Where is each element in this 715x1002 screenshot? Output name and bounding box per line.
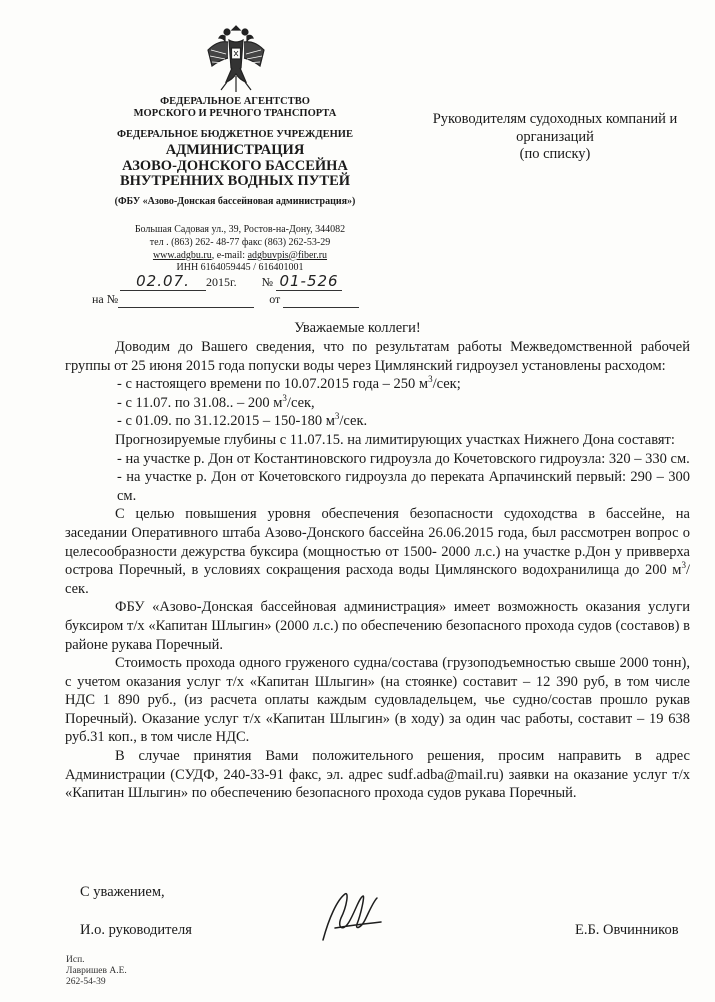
reference-line [92,292,392,308]
handwritten-date: 02.07. [120,272,206,291]
administration-name [100,143,370,190]
signatory-position: И.о. руководителя [80,922,192,938]
rate-1-unit: /сек; [432,376,461,393]
year-suffix: 2015г. [206,275,237,289]
rate-1-text: - с настоящего времени по 10.07.2015 года – 250 м [117,376,429,393]
institution-type: ФЕДЕРАЛЬНОЕ БЮДЖЕТНОЕ УЧРЕЖДЕНИЕ [117,129,353,140]
handwritten-number: 01-526 [276,272,342,291]
inn: ИНН 6164059445 / 616401001 [176,262,304,274]
rate-2-text: - с 11.07. по 31.08.. – 200 м [117,394,283,411]
rate-item-2 [65,394,690,413]
greeting: Уважаемые коллеги! [294,320,421,336]
ref-label: на № [92,292,119,306]
depth-item-2: - на участке р. Дон от Кочетовского гидроузла до переката Арпачинский первый: 290 – 300 см. [117,469,690,504]
superscript: 3 [334,411,340,422]
rate-3-text: - с 01.09. по 31.12.2015 – 150-180 м [117,413,335,430]
executor-phone: 262-54-39 [66,976,106,987]
agency-line-2: МОРСКОГО И РЕЧНОГО ТРАНСПОРТА [133,108,337,120]
regards: С уважением, [80,884,165,900]
executor-block [66,955,127,988]
ref-number-blank [118,292,254,308]
rate-3-unit: /сек. [339,413,368,430]
agency-header [100,96,370,120]
executor-name: Лавришев А.Е. [66,965,127,976]
paragraph-request: В случае принятия Вами положительного решения, просим направить в адрес Администрации (СУДФ, 240-33-91 факс, эл. адрес sudf.adba@mail.ru) заявки на оказание услуг т/х «Капитан Шлыгин» по обеспечению безопасного прохода судов рукава Поречный. [65,748,690,802]
handwritten-signature [315,888,387,948]
executor-label: Исп. [66,955,85,965]
recipient-line-2: организаций [516,128,594,145]
signatory-name: Е.Б. Овчинников [575,922,679,938]
superscript: 3 [428,374,433,385]
coat-of-arms-emblem [205,20,267,98]
recipient-line-3: (по списку) [519,146,591,163]
safety-unit: /сек. [65,562,690,597]
from-date-blank [283,292,359,308]
admin-line-2: АЗОВО-ДОНСКОГО БАССЕЙНА [122,157,348,174]
rate-item-3 [65,412,690,431]
superscript: 3 [681,560,686,571]
address: Большая Садовая ул., 39, Ростов-на-Дону, 344082 [134,224,346,235]
paragraph-depths: Прогнозируемые глубины с 11.07.15. на лимитирующих участках Нижнего Дона составят: [115,431,675,448]
abbreviation: (ФБУ «Азово-Донская бассейновая администрация») [114,196,356,207]
contact-block [115,224,365,275]
email-prefix: , e-mail: [211,249,248,261]
admin-line-1: АДМИНИСТРАЦИЯ [165,142,305,158]
depth-item-1: - на участке р. Дон от Костантиновского гидроузла до Кочетовского гидроузла: 320 – 330 см. [117,450,690,467]
paragraph-intro: Доводим до Вашего сведения, что по результатам работы Межведомственной рабочей группы от 25 июня 2015 года попуски воды через Цимлянский гидроузел установлены расходом: [65,339,690,374]
phone-fax: тел . (863) 262- 48-77 факс (863) 262-53-29 [149,236,331,248]
paragraph-cost: Стоимость прохода одного груженого судна/состава (грузоподъемностью свыше 2000 тонн), с учетом оказания услуг т/х «Капитан Шлыгин» (на стоянке) составит – 12 390 руб, в том числе НДС 1 890 руб., (из расчета оплаты каждым судовладельцем, чье судно/состав прошло рукав Поречный). Оказание услуг т/х «Капитан Шлыгин» (в ходу) за один час работы, составит – 19 638 руб.31 коп., в том числе НДС. [65,655,690,746]
letter-body [65,338,690,803]
agency-line-1: ФЕДЕРАЛЬНОЕ АГЕНТСТВО [160,96,310,107]
rate-item-1 [65,375,690,394]
number-label: № [261,275,274,289]
superscript: 3 [282,392,287,403]
from-label: от [269,292,281,306]
safety-text: С целью повышения уровня обеспечения безопасности судоходства в бассейне, на заседании Оперативного штаба Азово-Донского бассейна 26.06.2015 года, был рассмотрен вопрос о целесообразности дежурства буксира (мощностью от 1500- 2000 л.с.) на участке р.Дон у привверха острова Поречный, в условиях сокращения расхода воды Цимлянского водохранилища до 200 м [65,506,690,579]
recipient-line-1: Руководителям судоходных компаний и [432,111,678,127]
paragraph-safety [65,505,690,598]
email-link[interactable]: adgbuvpis@fiber.ru [247,249,328,261]
recipient-block [415,111,695,164]
admin-line-3: ВНУТРЕННИХ ВОДНЫХ ПУТЕЙ [119,173,351,190]
registration-date-line [120,272,400,291]
website-link[interactable]: www.adgbu.ru [152,249,212,261]
paragraph-service: ФБУ «Азово-Донская бассейновая администрация» имеет возможность оказания услуги буксиром т/х «Капитан Шлыгин» (2000 л.с.) по обеспечению безопасного прохода судов (составов) в районе рукава Поречный. [65,599,690,653]
rate-2-unit: /сек, [286,394,315,411]
web-email [115,250,365,263]
